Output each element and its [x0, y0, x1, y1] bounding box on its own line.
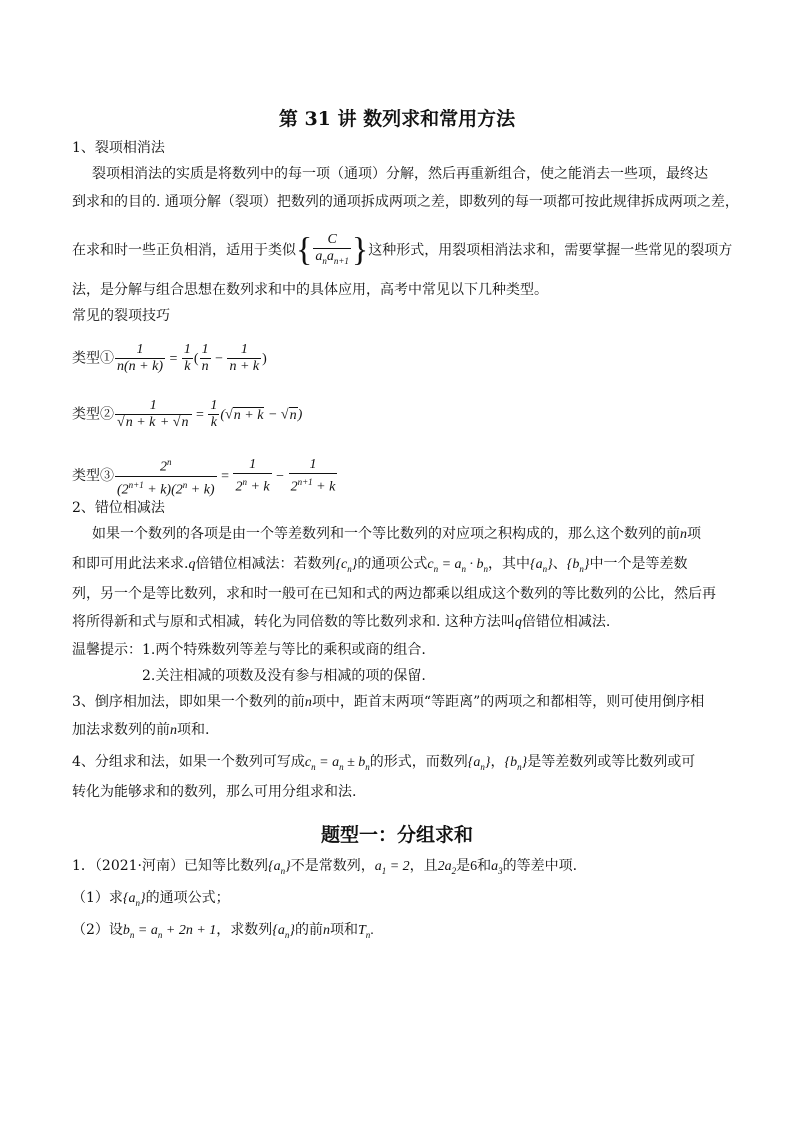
formula-fraction: $\frac{C}{a_na_{n+1}}$ [315, 232, 349, 266]
problem-subquestion-1: （1）求$\{a_n\}$的通项公式； [72, 890, 230, 908]
problem-subquestion-2: （2）设$b_n = a_n + 2n + 1$，求数列$\{a_n\}$的前n项和$T_n$. [72, 922, 374, 940]
section-1-paragraph-line: 到求和的目的. 通项分解（裂项）把数列的通项拆成两项之差，即数列的每一项都可按此规律拆成两项之差， [72, 194, 739, 210]
section-2-paragraph-line: 和即可用此法来求.q倍错位相减法：若数列$\{c_n\}$的通项公式$c_n = a_n \cdot b_n$，其中$\{a_n\}$、$\{b_n\}$中一个是等差数 [72, 556, 688, 574]
section-4-line: 4、分组求和法，如果一个数列可写成$c_n = a_n \pm b_n$的形式，而数列$\{a_n\}$，$\{b_n\}$是等差数列或等比数列或可 [72, 754, 696, 772]
tips-heading: 常见的裂项技巧 [72, 308, 170, 324]
tip-line: 温馨提示：1.两个特殊数列等差与等比的乘积或商的组合. [72, 642, 426, 658]
section-3-line: 加法求数列的前n项和. [72, 722, 210, 738]
formula-brace: } [351, 231, 369, 269]
section-2-paragraph-line: 将所得新和式与原和式相减，转化为同倍数的等比数列求和. 这种方法叫q倍错位相减法. [72, 614, 611, 630]
section-1-paragraph-line: 法，是分解与组合思想在数列求和中的具体应用，高考中常见以下几种类型。 [72, 282, 548, 298]
formula-brace: { [296, 231, 313, 269]
section-2-paragraph-line: 列，另一个是等比数列，求和时一般可在已知和式的两边都乘以组成这个数列的等比数列的公比，然后再 [72, 586, 716, 602]
section-2-heading: 2、错位相减法 [72, 500, 165, 516]
tip-line: 2.关注相减的项数及没有参与相减的项的保留. [142, 668, 426, 684]
formula-type-3: 类型③ $\frac{2^n}{(2^{n+1} + k)(2^n + k)}$ = $\frac{1}{2^n + k}$ − $\frac{1}{2^{n+1} + k}$ [72, 454, 338, 498]
section-2-paragraph-line: 如果一个数列的各项是由一个等差数列和一个等比数列的对应项之积构成的，那么这个数列的前n项 [92, 526, 701, 542]
page-title: 第 31 讲 数列求和常用方法 [278, 108, 516, 130]
section-1-heading: 1、裂项相消法 [72, 140, 165, 156]
section-3-line: 3、倒序相加法，即如果一个数列的前n项中，距首末两项“等距离”的两项之和都相等，则可使用倒序相 [72, 694, 705, 710]
section-1-paragraph-line: 裂项相消法的实质是将数列中的每一项（通项）分解，然后再重新组合，使之能消去一些项，最终达 [92, 166, 708, 182]
section-heading: 题型一：分组求和 [320, 824, 473, 846]
section-1-paragraph-line: 在求和时一些正负相消，适用于类似{ $\frac{C}{a_na_{n+1}}$ }这种形式，用裂项相消法求和，需要掌握一些常见的裂项方 [72, 231, 733, 269]
problem-line: 1．（2021·河南）已知等比数列$\{a_n\}$不是常数列，$a_1 = 2$，且$2a_2$是6和$a_3$的等差中项. [72, 858, 578, 876]
section-4-line: 转化为能够求和的数列，那么可用分组求和法. [72, 784, 357, 800]
formula-type-1: 类型① $\frac{1}{n(n + k)}$ = $\frac{1}{k}$ ( $\frac{1}{n}$ − $\frac{1}{n + k}$ ) [72, 342, 267, 374]
formula-type-2: 类型② $\frac{1}{√n + k + √n}$ = $\frac{1}{k}$ (√n + k − √n) [72, 398, 303, 430]
